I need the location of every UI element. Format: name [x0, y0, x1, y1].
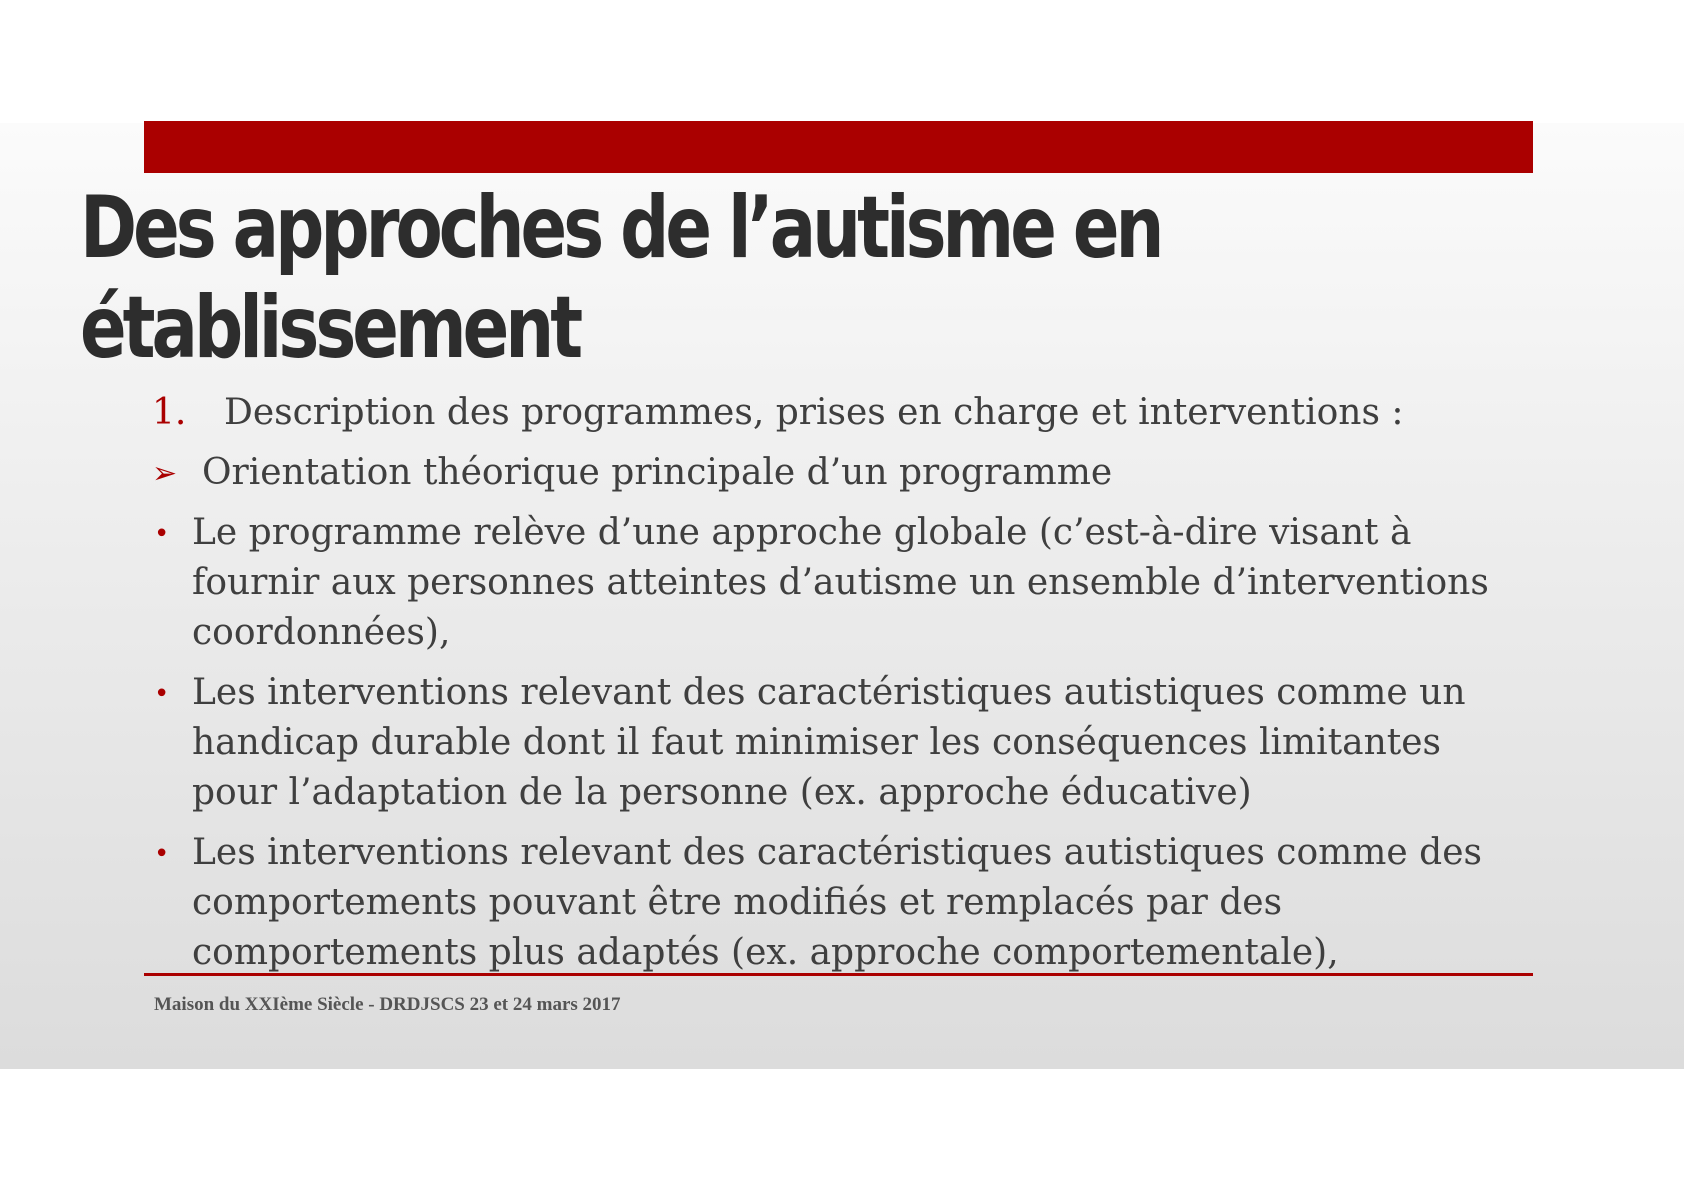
slide-title-line-1: Des approches de l’autisme en	[80, 178, 1161, 278]
bullet-dot-icon: •	[154, 839, 170, 869]
numbered-item	[152, 388, 1532, 438]
slide-footer: Maison du XXIème Siècle - DRDJSCS 23 et 24 mars 2017	[154, 994, 621, 1015]
bullet-item-text: Le programme relève d’une approche globale (c’est-à-dire visant à fournir aux personnes atteintes d’autisme un ensemble d’interventions coordonnées),	[192, 512, 1489, 653]
slide-body	[152, 388, 1532, 988]
bullet-dot-icon: •	[154, 679, 170, 709]
numbered-marker: 1.	[152, 392, 187, 433]
bullet-item	[152, 508, 1532, 658]
arrow-item-text: Orientation théorique principale d’un programme	[202, 452, 1113, 493]
bullet-item-text: Les interventions relevant des caractéristiques autistiques comme des comportements pouvant être modifiés et remplacés par des comportements plus adaptés (ex. approche comportementale),	[192, 832, 1482, 973]
slide-title	[80, 178, 1280, 378]
arrow-bullet-icon: ➢	[152, 456, 178, 491]
arrow-item	[152, 448, 1532, 498]
footer-divider	[144, 973, 1533, 976]
bullet-dot-icon: •	[154, 519, 170, 549]
title-accent-bar	[144, 121, 1533, 173]
bullet-item	[152, 828, 1532, 978]
bullet-item	[152, 668, 1532, 818]
bullet-item-text: Les interventions relevant des caractéristiques autistiques comme un handicap durable dont il faut minimiser les conséquences limitantes pour l’adaptation de la personne (ex. approche éducative)	[192, 672, 1466, 813]
slide-title-line-2: établissement	[80, 278, 580, 378]
numbered-item-text: Description des programmes, prises en charge et interventions :	[224, 392, 1404, 433]
